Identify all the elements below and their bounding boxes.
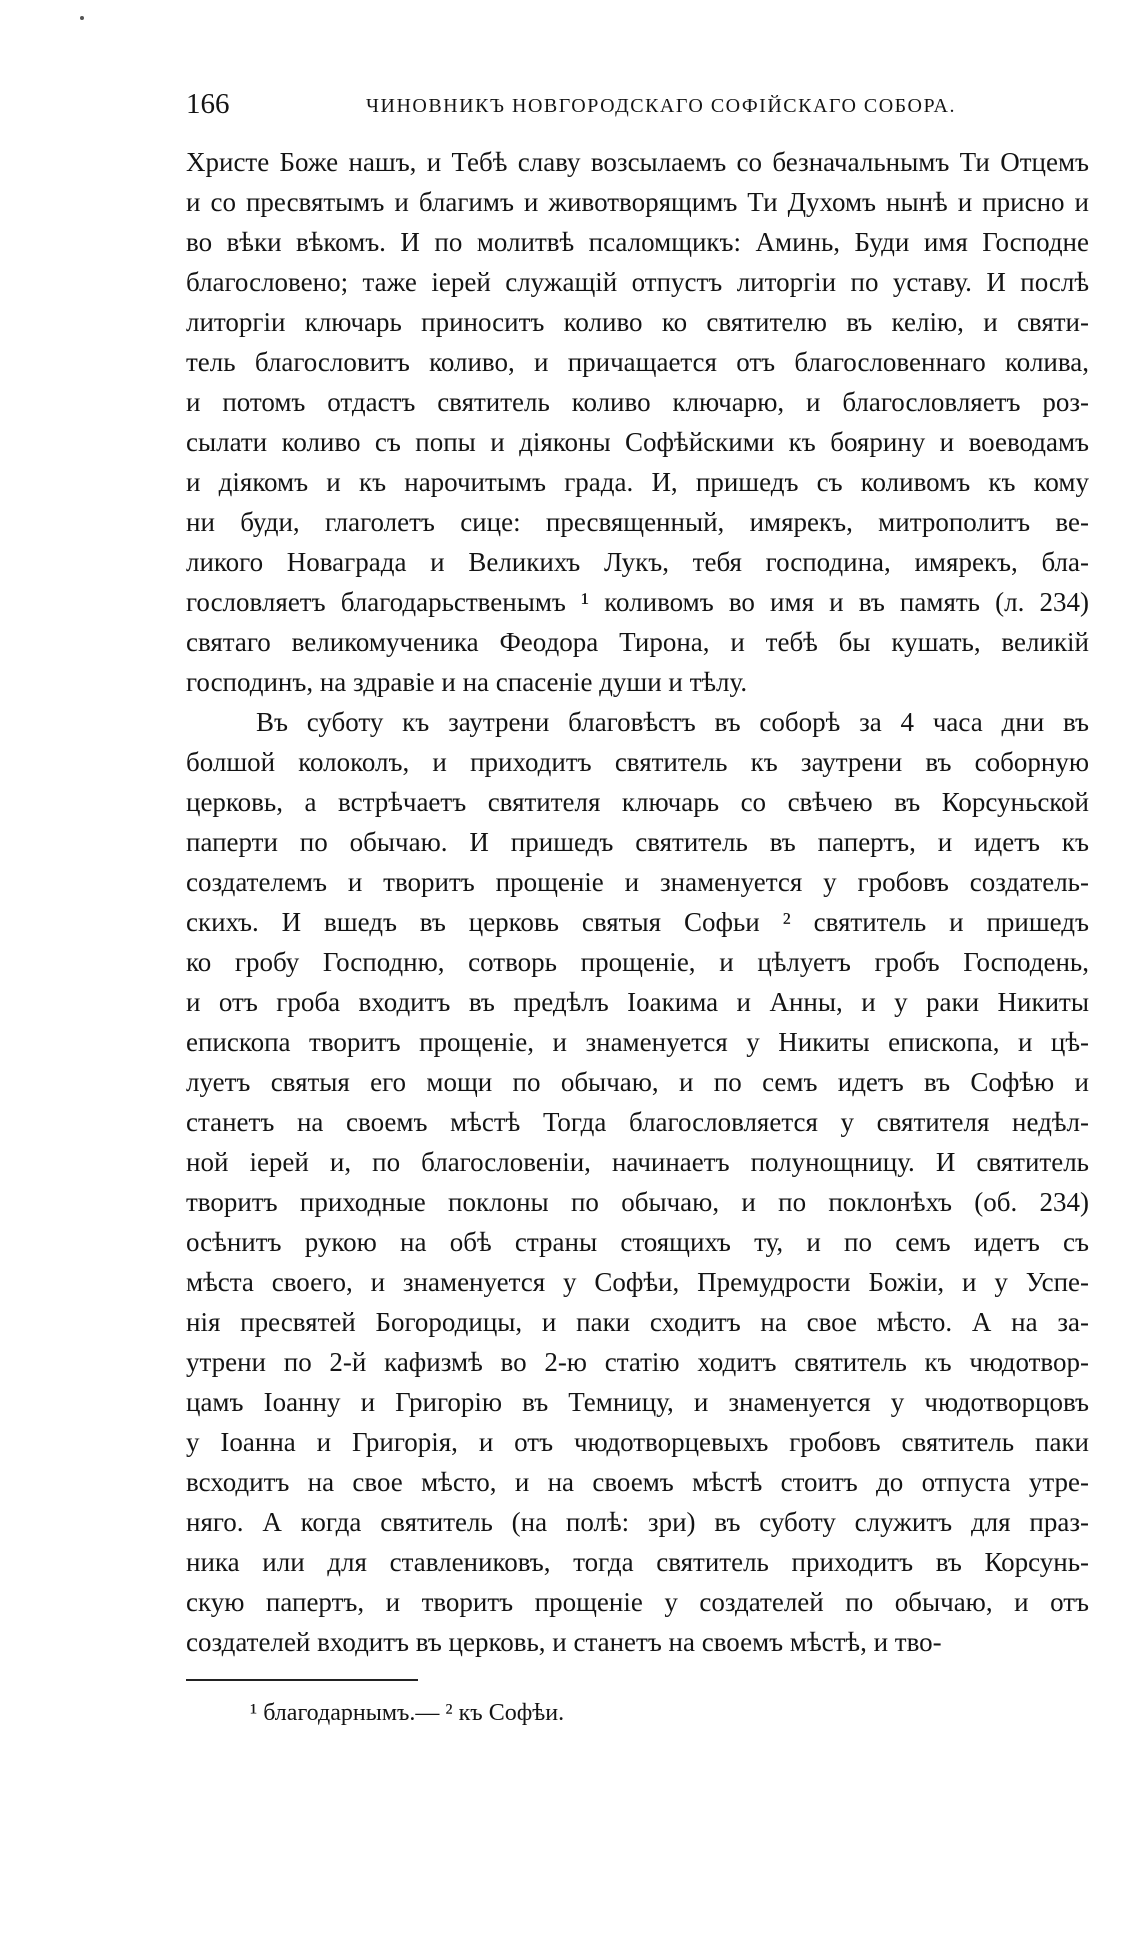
text-line: утрени по 2-й кафизмѣ во 2-ю статію ходитъ святитель къ чюдотвор-: [186, 1347, 1089, 1377]
text-line: тель благословитъ коливо, и причащается отъ благословеннаго колива,: [186, 347, 1089, 377]
text-line: и діякомъ и къ нарочитымъ града. И, пришедъ съ коливомъ къ кому: [186, 467, 1089, 497]
text-line: во вѣки вѣкомъ. И по молитвѣ псаломщикъ: Аминь, Буди имя Господне: [186, 227, 1089, 257]
text-line: господинъ, на здравіе и на спасеніе души и тѣлу.: [186, 667, 748, 697]
page-header: [186, 88, 966, 128]
page-number: 166: [186, 88, 230, 120]
text-line: ни буди, глаголетъ сице: пресвященный, имярекъ, митрополитъ ве-: [186, 507, 1089, 537]
text-line: сылати коливо съ попы и діяконы Софѣйскими къ боярину и воеводамъ: [186, 427, 1089, 457]
text-line: паперти по обычаю. И пришедъ святитель въ папертъ, и идетъ къ: [186, 827, 1089, 857]
scan-speck: [80, 16, 84, 20]
text-line: цамъ Іоанну и Григорію въ Темницу, и знаменуется у чюдотворцовъ: [186, 1387, 1089, 1417]
footnote: ¹ благодарнымъ.— ² къ Софѣи.: [250, 1700, 565, 1726]
text-line: мѣста своего, и знаменуется у Софѣи, Премудрости Божіи, и у Успе-: [186, 1267, 1089, 1297]
text-line: ликого Новаграда и Великихъ Лукъ, тебя господина, имярекъ, бла-: [186, 547, 1089, 577]
text-line: творитъ приходные поклоны по обычаю, и по поклонѣхъ (об. 234): [186, 1187, 1089, 1217]
running-head: ЧИНОВНИКЪ НОВГОРОДСКАГО СОФІЙСКАГО СОБОРА.: [366, 95, 956, 117]
body-text: [186, 142, 1089, 1662]
text-line: ника или для ставлениковъ, тогда святитель приходитъ въ Корсунь-: [186, 1547, 1089, 1577]
text-line: гословляетъ благодарьственымъ ¹ коливомъ во имя и въ память (л. 234): [186, 587, 1089, 617]
footnote-divider: [186, 1679, 418, 1681]
text-line: благословено; таже іерей служащій отпустъ литоргіи по уставу. И послѣ: [186, 267, 1089, 297]
text-line: всходитъ на свое мѣсто, и на своемъ мѣстѣ стоитъ до отпуста утре-: [186, 1467, 1089, 1497]
text-line: создателей входитъ въ церковь, и станетъ на своемъ мѣстѣ, и тво-: [186, 1627, 942, 1657]
text-line: осѣнитъ рукою на обѣ страны стоящихъ ту, и по семъ идетъ съ: [186, 1227, 1089, 1257]
text-line: литоргіи ключарь приноситъ коливо ко святителю въ келію, и святи-: [186, 307, 1089, 337]
text-line: нія пресвятей Богородицы, и паки сходитъ на свое мѣсто. А на за-: [186, 1307, 1089, 1337]
text-line: епископа творитъ прощеніе, и знаменуется у Никиты епископа, и цѣ-: [186, 1027, 1089, 1057]
text-line: ной іерей и, по благословеніи, начинаетъ полунощницу. И святитель: [186, 1147, 1089, 1177]
text-line: скую папертъ, и творитъ прощеніе у создателей по обычаю, и отъ: [186, 1587, 1089, 1617]
text-line: создателемъ и творитъ прощеніе и знаменуется у гробовъ создатель-: [186, 867, 1089, 897]
text-line: ко гробу Господню, сотворь прощеніе, и цѣлуетъ гробъ Господень,: [186, 947, 1089, 977]
text-line: болшой колоколъ, и приходитъ святитель къ заутрени въ соборную: [186, 747, 1089, 777]
text-line: и потомъ отдастъ святитель коливо ключарю, и благословляетъ роз-: [186, 387, 1089, 417]
text-line: церковь, а встрѣчаетъ святителя ключарь со свѣчею въ Корсуньской: [186, 787, 1089, 817]
text-line: и со пресвятымъ и благимъ и животворящимъ Ти Духомъ нынѣ и присно и: [186, 187, 1089, 217]
text-line: Въ суботу къ заутрени благовѣстъ въ соборѣ за 4 часа дни въ: [256, 707, 1089, 737]
text-line: у Іоанна и Григорія, и отъ чюдотворцевыхъ гробовъ святитель паки: [186, 1427, 1089, 1457]
text-line: скихъ. И вшедъ въ церковь святыя Софьи ² святитель и пришедъ: [186, 907, 1089, 937]
text-line: и отъ гроба входитъ въ предѣлъ Іоакима и Анны, и у раки Никиты: [186, 987, 1089, 1017]
text-line: Христе Боже нашъ, и Тебѣ славу возсылаемъ со безначальнымъ Ти Отцемъ: [186, 147, 1089, 177]
text-line: станетъ на своемъ мѣстѣ Тогда благословляется у святителя недѣл-: [186, 1107, 1089, 1137]
text-line: святаго великомученика Феодора Тирона, и тебѣ бы кушать, великій: [186, 627, 1089, 657]
text-line: луетъ святыя его мощи по обычаю, и по семъ идетъ въ Софѣю и: [186, 1067, 1089, 1097]
text-line: няго. А когда святитель (на полѣ: зри) въ суботу служитъ для праз-: [186, 1507, 1089, 1537]
